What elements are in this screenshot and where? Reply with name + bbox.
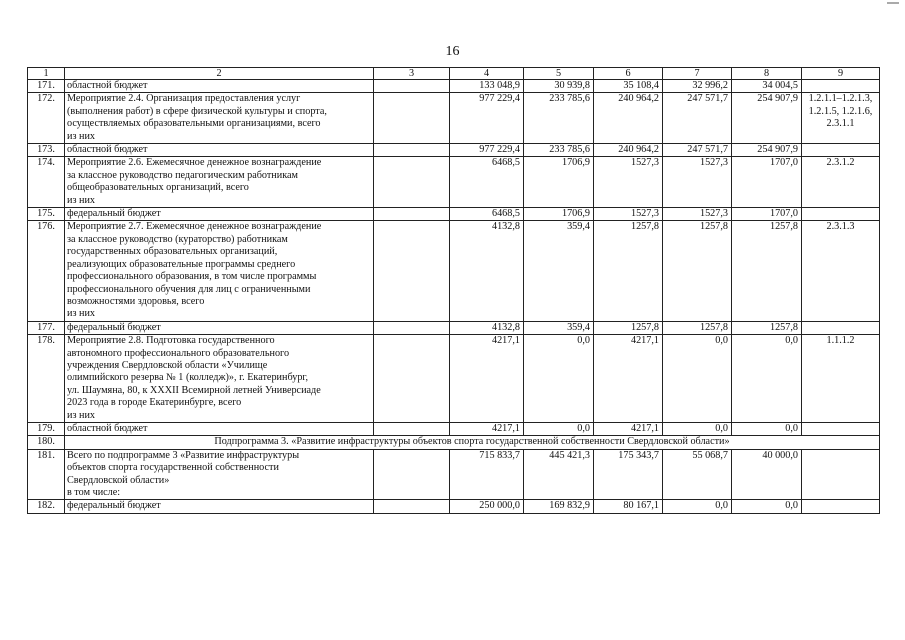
table-row [28,500,880,513]
cell-v5: 445 421,3 [524,449,594,500]
cell-v8: 40 000,0 [732,449,802,500]
cell-v6: 80 167,1 [594,500,663,513]
cell-v6: 4217,1 [594,335,663,423]
column-header-row [28,68,880,80]
cell-v5: 1706,9 [524,157,594,208]
cell-target: 2.3.1.3 [802,221,880,321]
cell-num: 178. [28,335,65,423]
cell-v4: 6468,5 [450,157,524,208]
cell-v6: 1527,3 [594,157,663,208]
cell-v6: 4217,1 [594,422,663,435]
cell-target: 2.3.1.2 [802,157,880,208]
cell-v8: 254 907,9 [732,144,802,157]
cell-c3 [374,93,450,144]
cell-v8: 254 907,9 [732,93,802,144]
cell-v8: 1257,8 [732,321,802,334]
corner-mark [887,2,899,4]
table-row [28,321,880,334]
table-row [28,422,880,435]
subprogram-title: Подпрограмма 3. «Развитие инфраструктуры объектов спорта государственной собственности Свердловской области» [65,436,880,449]
cell-v6: 1527,3 [594,208,663,221]
cell-desc: Мероприятие 2.6. Ежемесячное денежное вознаграждение за классное руководство педагогическим работникам общеобразовательных организаций, всего из них [65,157,374,208]
cell-v8: 1707,0 [732,208,802,221]
column-header: 1 [28,68,65,80]
cell-c3 [374,335,450,423]
cell-v7: 0,0 [663,422,732,435]
cell-v5: 0,0 [524,335,594,423]
cell-desc: Мероприятие 2.4. Организация предоставления услуг (выполнения работ) в сфере физической культуры и спорта, осуществляемых образовательными организациями, всего из них [65,93,374,144]
column-header: 4 [450,68,524,80]
table-row [28,144,880,157]
cell-num: 171. [28,80,65,93]
cell-v4: 977 229,4 [450,93,524,144]
cell-v7: 1257,8 [663,321,732,334]
cell-v5: 233 785,6 [524,144,594,157]
cell-v4: 977 229,4 [450,144,524,157]
cell-target [802,500,880,513]
budget-table [27,67,880,514]
column-header: 6 [594,68,663,80]
cell-target: 1.1.1.2 [802,335,880,423]
cell-c3 [374,144,450,157]
cell-target [802,80,880,93]
cell-target: 1.2.1.1–1.2.1.3, 1.2.1.5, 1.2.1.6, 2.3.1.1 [802,93,880,144]
cell-v8: 1707,0 [732,157,802,208]
cell-v4: 715 833,7 [450,449,524,500]
cell-c3 [374,422,450,435]
cell-v5: 1706,9 [524,208,594,221]
cell-v4: 4217,1 [450,422,524,435]
cell-desc: Мероприятие 2.8. Подготовка государственного автономного профессионального образовательного учреждения Свердловской области «Училище олимпийского резерва № 1 (колледж)», г. Екатеринбург, ул. Шаумяна, 80, к XXXII Всемирной летней Универсиаде 2023 года в городе Екатеринбурге, всего из них [65,335,374,423]
cell-v7: 32 996,2 [663,80,732,93]
cell-target [802,144,880,157]
cell-desc: областной бюджет [65,80,374,93]
cell-c3 [374,449,450,500]
table-row [28,208,880,221]
cell-desc: Мероприятие 2.7. Ежемесячное денежное вознаграждение за классное руководство (кураторство) работникам государственных образовательных организаций, реализующих образовательные программы среднего профессионального образования, в том числе программы профессионального обучения для лиц с ограниченными возможностями здоровья, всего из них [65,221,374,321]
cell-v5: 359,4 [524,321,594,334]
cell-v5: 359,4 [524,221,594,321]
cell-v8: 0,0 [732,335,802,423]
table-row [28,93,880,144]
cell-num: 175. [28,208,65,221]
cell-v7: 0,0 [663,335,732,423]
cell-v8: 34 004,5 [732,80,802,93]
cell-desc: федеральный бюджет [65,321,374,334]
cell-v5: 30 939,8 [524,80,594,93]
cell-v7: 1527,3 [663,157,732,208]
table-row [28,157,880,208]
cell-v5: 0,0 [524,422,594,435]
cell-v8: 0,0 [732,500,802,513]
cell-target [802,321,880,334]
cell-target [802,449,880,500]
cell-num: 182. [28,500,65,513]
page-number: 16 [445,44,460,59]
cell-desc: Всего по подпрограмме 3 «Развитие инфраструктуры объектов спорта государственной собственности Свердловской области» в том числе: [65,449,374,500]
cell-v7: 0,0 [663,500,732,513]
cell-v4: 250 000,0 [450,500,524,513]
cell-c3 [374,80,450,93]
cell-num: 181. [28,449,65,500]
cell-target [802,422,880,435]
column-header: 7 [663,68,732,80]
column-header: 3 [374,68,450,80]
cell-v4: 4132,8 [450,321,524,334]
cell-v5: 233 785,6 [524,93,594,144]
cell-c3 [374,321,450,334]
cell-desc: областной бюджет [65,422,374,435]
cell-v6: 240 964,2 [594,93,663,144]
table-row [28,80,880,93]
cell-desc: областной бюджет [65,144,374,157]
cell-num: 180. [28,436,65,449]
cell-v7: 1257,8 [663,221,732,321]
cell-v8: 0,0 [732,422,802,435]
column-header: 8 [732,68,802,80]
cell-c3 [374,221,450,321]
cell-v6: 35 108,4 [594,80,663,93]
cell-v4: 133 048,9 [450,80,524,93]
cell-v6: 175 343,7 [594,449,663,500]
table-row [28,335,880,423]
cell-num: 172. [28,93,65,144]
table-row [28,221,880,321]
cell-v5: 169 832,9 [524,500,594,513]
cell-target [802,208,880,221]
cell-v7: 55 068,7 [663,449,732,500]
subprogram-row [28,436,880,449]
cell-v7: 247 571,7 [663,144,732,157]
column-header: 5 [524,68,594,80]
cell-num: 177. [28,321,65,334]
column-header: 9 [802,68,880,80]
cell-desc: федеральный бюджет [65,208,374,221]
cell-v4: 6468,5 [450,208,524,221]
column-header: 2 [65,68,374,80]
cell-c3 [374,500,450,513]
cell-v6: 1257,8 [594,321,663,334]
table-row [28,449,880,500]
cell-num: 173. [28,144,65,157]
cell-desc: федеральный бюджет [65,500,374,513]
cell-num: 174. [28,157,65,208]
cell-v6: 240 964,2 [594,144,663,157]
cell-num: 179. [28,422,65,435]
cell-c3 [374,208,450,221]
cell-v4: 4217,1 [450,335,524,423]
cell-v7: 1527,3 [663,208,732,221]
cell-v8: 1257,8 [732,221,802,321]
cell-v6: 1257,8 [594,221,663,321]
cell-v4: 4132,8 [450,221,524,321]
cell-v7: 247 571,7 [663,93,732,144]
cell-c3 [374,157,450,208]
cell-num: 176. [28,221,65,321]
